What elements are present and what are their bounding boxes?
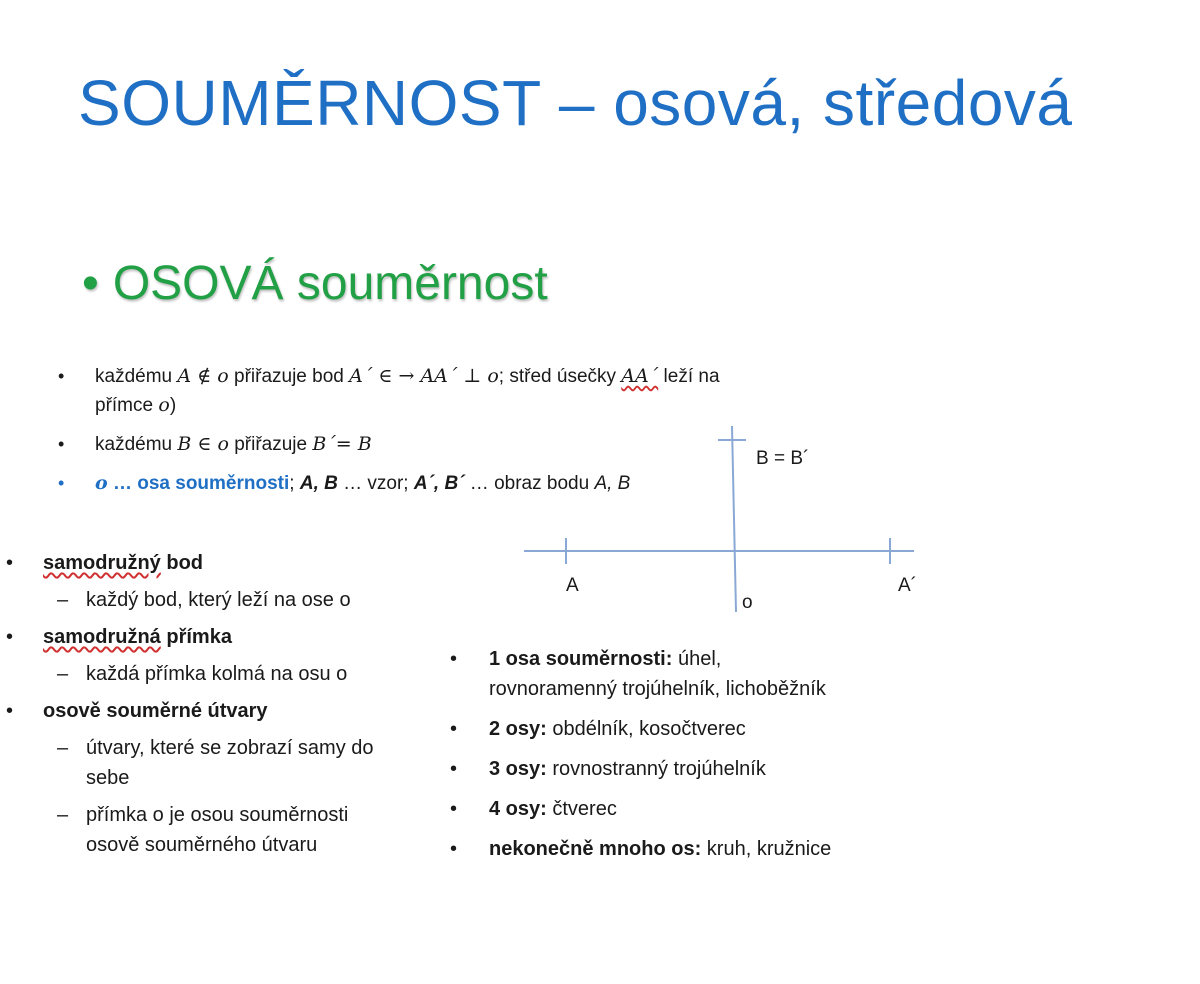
properties-list [6, 548, 446, 867]
axis-o-line [732, 426, 736, 612]
axes-item: • 3 osy: rovnostranný trojúhelník [450, 754, 930, 784]
section-heading [82, 256, 548, 311]
bullet: • [6, 552, 14, 574]
dash: – [57, 663, 69, 685]
axes-item: • 4 osy: čtverec [450, 794, 930, 824]
bullet: • [58, 366, 65, 386]
property-detail: – přímka o je osou souměrnosti osově souměrného útvaru [6, 800, 446, 860]
bullet: • [6, 626, 14, 648]
property-heading: • samodružná přímka [6, 622, 446, 652]
definition-item: • každému B ∈ o přiřazuje B´= B [60, 430, 860, 459]
property-detail: – každý bod, který leží na ose o [6, 585, 446, 615]
bullet: • [6, 700, 14, 722]
section-heading-text: OSOVÁ souměrnost [112, 257, 548, 310]
label-a-prime: A´ [898, 575, 917, 596]
symmetry-diagram [510, 420, 930, 620]
label-a: A [566, 575, 579, 596]
slide-title: SOUMĚRNOST – osová, středová [78, 67, 1073, 139]
bullet: • [450, 758, 458, 780]
bullet: • [450, 798, 458, 820]
bullet: • [82, 257, 99, 310]
axes-item: • 2 osy: obdélník, kosočtverec [450, 714, 930, 744]
property-detail: – útvary, které se zobrazí samy do sebe [6, 733, 446, 793]
property-heading: • samodružný bod [6, 548, 446, 578]
bullet: • [450, 648, 458, 670]
definition-item: • o … osa souměrnosti; A, B … vzor; A´, B´ … obraz bodu A, B [60, 469, 860, 498]
bullet: • [450, 718, 458, 740]
axes-count-list [450, 644, 930, 874]
property-detail: – každá přímka kolmá na osu o [6, 659, 446, 689]
label-o: o [742, 592, 753, 613]
property-heading: • osově souměrné útvary [6, 696, 446, 726]
dash: – [57, 589, 69, 611]
label-b-equals-bprime: B = B´ [756, 448, 810, 469]
bullet: • [450, 838, 458, 860]
bullet: • [58, 434, 65, 454]
axes-item: • 1 osa souměrnosti: úhel, rovnoramenný trojúhelník, lichoběžník [450, 644, 930, 704]
bullet: • [58, 473, 65, 493]
dash: – [57, 804, 69, 826]
dash: – [57, 737, 69, 759]
axes-item: • nekonečně mnoho os: kruh, kružnice [450, 834, 930, 864]
definition-item: • každému A ∉ o přiřazuje bod A´ ∈ → AA´ ⊥ o; střed úsečky AA´ leží na přímce o) [60, 362, 860, 420]
